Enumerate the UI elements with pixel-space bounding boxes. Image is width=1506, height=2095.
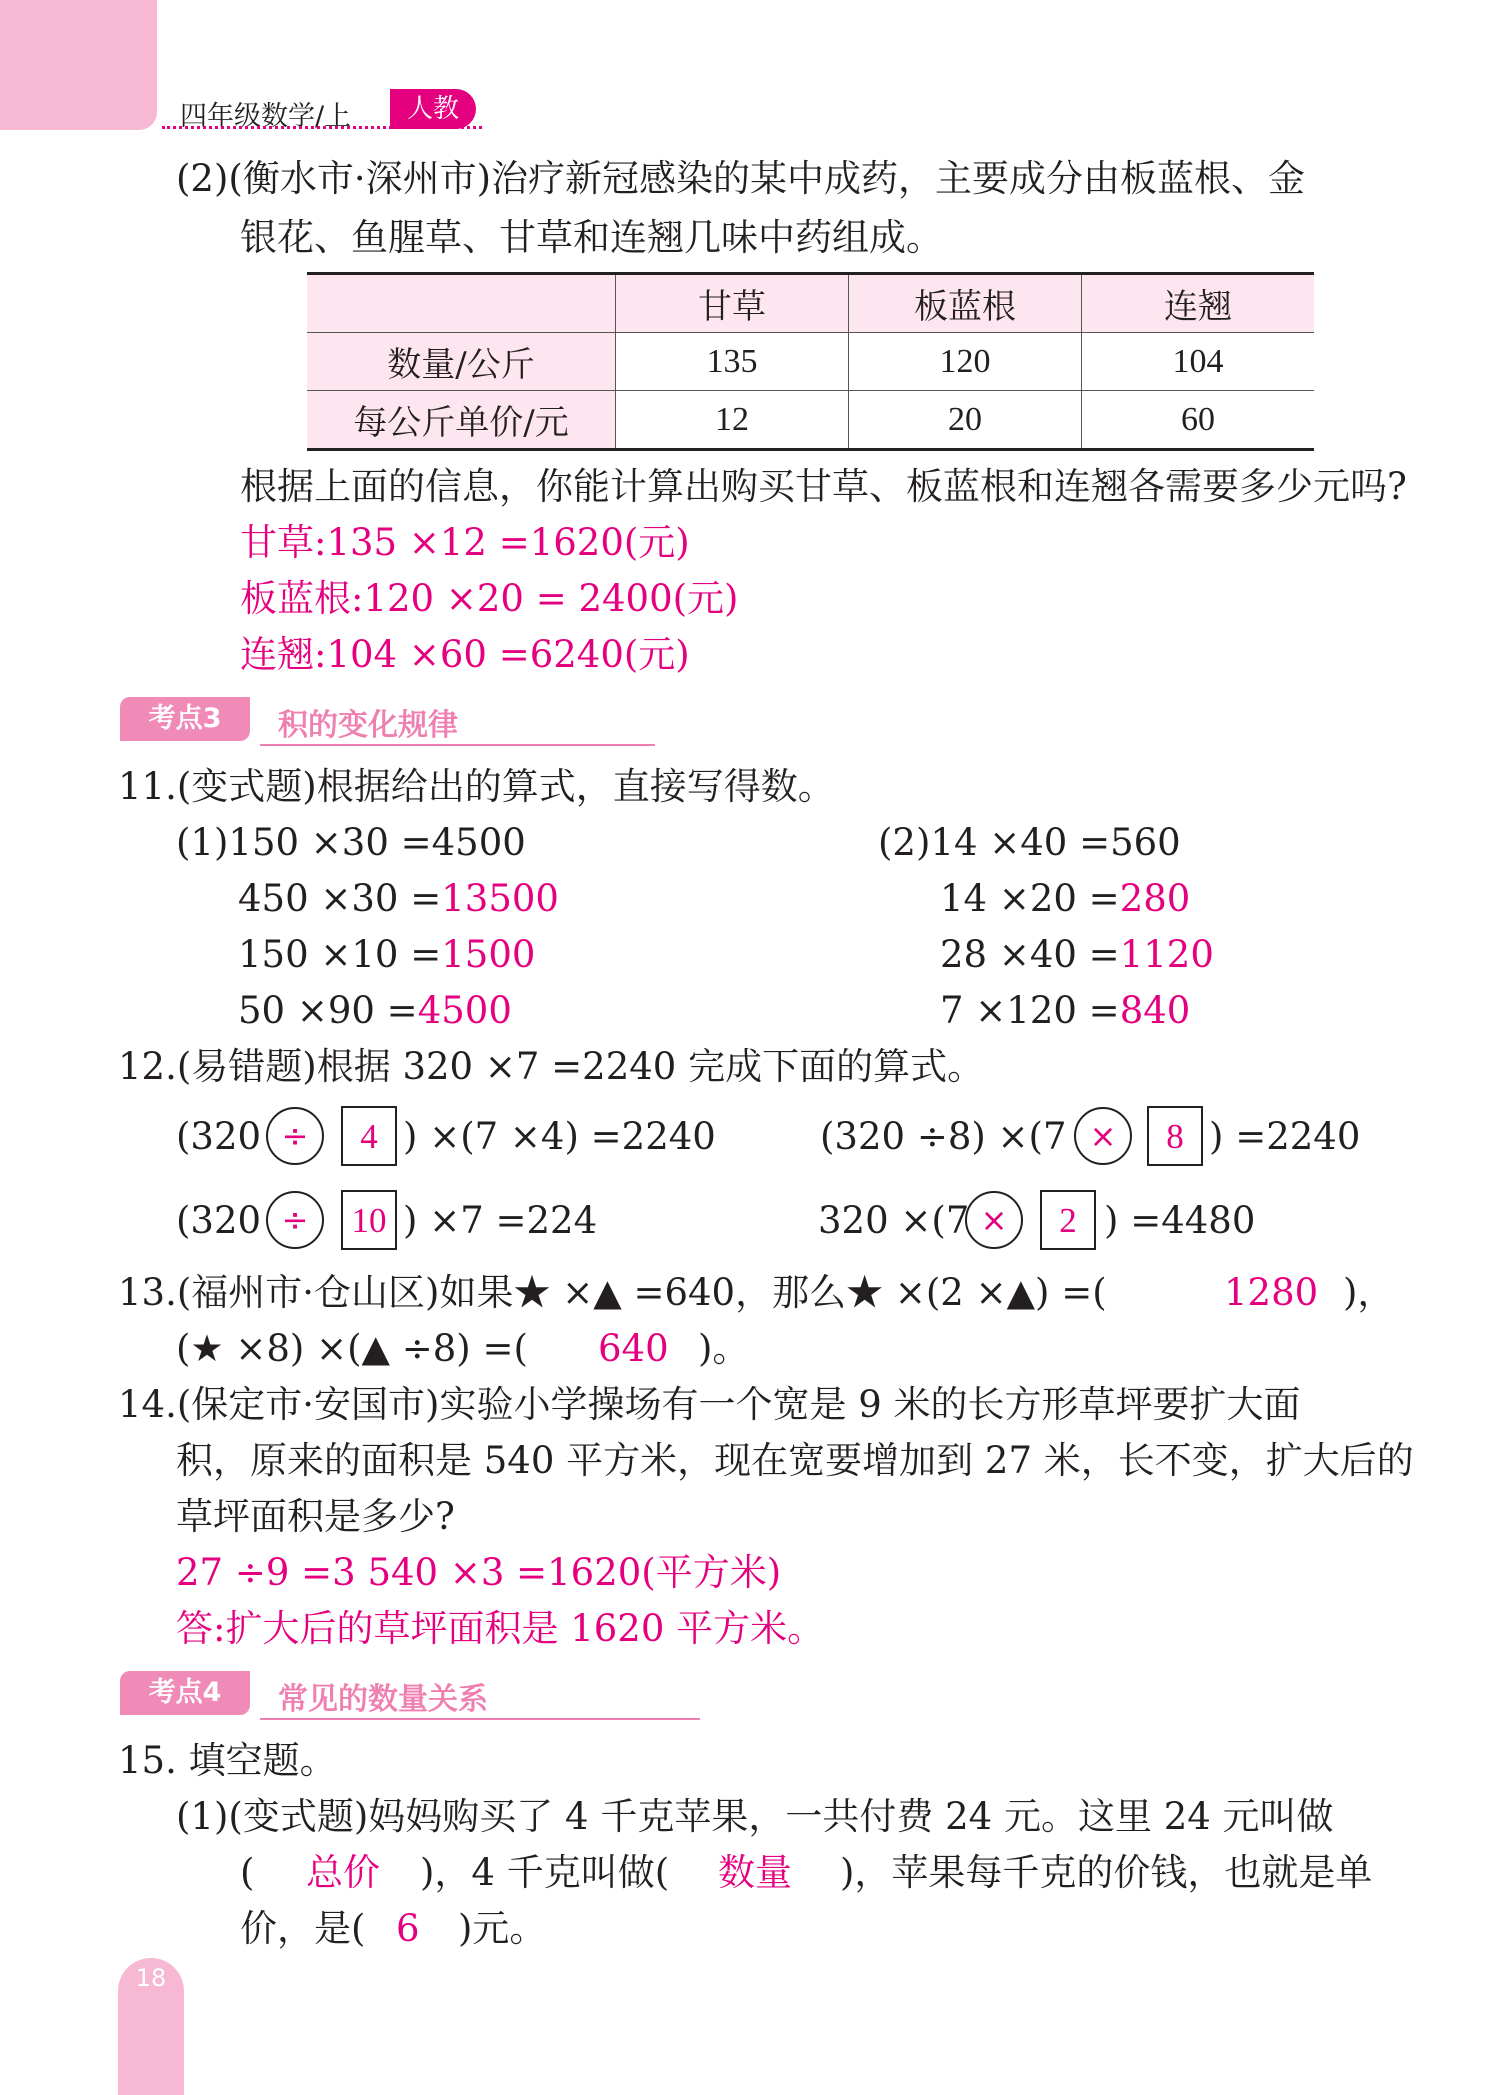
q14-line1: 14.(保定市·安国市)实验小学操场有一个宽是 9 米的长方形草坪要扩大面 bbox=[118, 1383, 1301, 1426]
table-header-cell bbox=[307, 274, 616, 333]
q10-2-line1: (2)(衡水市·深州市)治疗新冠感染的某中成药，主要成分由板蓝根、金 bbox=[176, 157, 1306, 200]
q11-expr: 7 ×120 = bbox=[940, 989, 1120, 1032]
q14-answer: 答:扩大后的草坪面积是 1620 平方米。 bbox=[176, 1607, 825, 1650]
header-title: 四年级数学/上 bbox=[180, 101, 352, 132]
q13-answer: 640 bbox=[598, 1327, 669, 1370]
table-row-label: 每公斤单价/元 bbox=[307, 391, 616, 450]
table-cell: 135 bbox=[616, 333, 849, 391]
q12-expr-part: 320 ×(7 bbox=[818, 1199, 970, 1242]
header-divider bbox=[162, 126, 482, 129]
table-header-cell: 板蓝根 bbox=[849, 274, 1082, 333]
q11-expr: 28 ×40 = bbox=[940, 933, 1120, 976]
corner-decoration bbox=[0, 0, 157, 130]
section-label: 考点3 bbox=[120, 697, 250, 741]
q11-expr: 50 ×90 = bbox=[238, 989, 418, 1032]
herb-table bbox=[307, 272, 1314, 451]
q11-expr: (1)150 ×30 =4500 bbox=[176, 821, 526, 864]
q15-line2-mid: )，4 千克叫做( bbox=[420, 1851, 670, 1894]
q11-answer: 13500 bbox=[441, 877, 559, 920]
section-title: 积的变化规律 bbox=[278, 708, 458, 743]
q10-2-answer: 板蓝根:120 ×20 = 2400(元) bbox=[240, 577, 739, 620]
operator-circle: ÷ bbox=[266, 1107, 324, 1165]
q15-stem: 15. 填空题。 bbox=[118, 1739, 337, 1782]
q10-2-answer: 甘草:135 ×12 =1620(元) bbox=[240, 521, 690, 564]
q11-answer: 280 bbox=[1119, 877, 1191, 920]
page-number: 18 bbox=[135, 1964, 167, 1992]
q11-expr: 450 ×30 = bbox=[238, 877, 442, 920]
answer-box: 4 bbox=[341, 1106, 397, 1166]
q11-answer: 1120 bbox=[1119, 933, 1214, 976]
q13-line1-text: 13.(福州市·仓山区)如果★ ×▲ =640，那么★ ×(2 ×▲) =( bbox=[118, 1271, 1107, 1314]
q14-line2: 积，原来的面积是 540 平方米，现在宽要增加到 27 米，长不变，扩大后的 bbox=[176, 1439, 1414, 1482]
q12-expr-part: (320 ÷8) ×(7 bbox=[820, 1115, 1067, 1158]
operator-circle: × bbox=[965, 1191, 1023, 1249]
q11-answer: 4500 bbox=[417, 989, 512, 1032]
table-cell: 12 bbox=[616, 391, 849, 450]
q15-line3-text: 价，是( bbox=[240, 1907, 366, 1950]
edition-badge: 人教 bbox=[390, 89, 476, 129]
q12-expr-part: ) ×(7 ×4) =2240 bbox=[403, 1115, 716, 1158]
q10-2-line2: 银花、鱼腥草、甘草和连翘几味中药组成。 bbox=[240, 216, 943, 259]
q15-answer: 6 bbox=[396, 1907, 420, 1950]
table-row-label: 数量/公斤 bbox=[307, 333, 616, 391]
table-header-cell: 连翘 bbox=[1082, 274, 1315, 333]
q11-expr: (2)14 ×40 =560 bbox=[878, 821, 1181, 864]
operator-circle: ÷ bbox=[266, 1191, 324, 1249]
section-label: 考点4 bbox=[120, 1671, 250, 1715]
table-cell: 104 bbox=[1082, 333, 1315, 391]
section-underline bbox=[260, 744, 655, 746]
q12-expr-part: ) =2240 bbox=[1209, 1115, 1361, 1158]
q14-line3: 草坪面积是多少? bbox=[176, 1495, 455, 1538]
table-cell: 60 bbox=[1082, 391, 1315, 450]
q10-2-question: 根据上面的信息，你能计算出购买甘草、板蓝根和连翘各需要多少元吗? bbox=[240, 465, 1407, 508]
q11-expr: 14 ×20 = bbox=[940, 877, 1120, 920]
section-underline bbox=[260, 1718, 700, 1720]
q13-line2-end: )。 bbox=[698, 1327, 750, 1370]
q13-answer: 1280 bbox=[1224, 1271, 1319, 1314]
answer-box: 2 bbox=[1040, 1190, 1096, 1250]
q11-answer: 1500 bbox=[441, 933, 536, 976]
q12-expr-part: (320 bbox=[176, 1115, 262, 1158]
q12-expr-part: (320 bbox=[176, 1199, 262, 1242]
answer-box: 10 bbox=[341, 1190, 397, 1250]
q11-stem: 11.(变式题)根据给出的算式，直接写得数。 bbox=[118, 765, 835, 808]
q14-answer: 27 ÷9 =3 540 ×3 =1620(平方米) bbox=[176, 1551, 782, 1594]
q15-answer: 总价 bbox=[306, 1851, 380, 1894]
q15-line2-end: )，苹果每千克的价钱，也就是单 bbox=[840, 1851, 1373, 1894]
q11-answer: 840 bbox=[1119, 989, 1191, 1032]
q10-2-answer: 连翘:104 ×60 =6240(元) bbox=[240, 633, 690, 676]
q12-expr-part: ) =4480 bbox=[1104, 1199, 1256, 1242]
q13-line2-text: (★ ×8) ×(▲ ÷8) =( bbox=[176, 1327, 528, 1370]
table-cell: 120 bbox=[849, 333, 1082, 391]
section-title: 常见的数量关系 bbox=[278, 1682, 488, 1717]
q11-expr: 150 ×10 = bbox=[238, 933, 442, 976]
q15-line2-open: ( bbox=[240, 1851, 255, 1894]
q12-stem: 12.(易错题)根据 320 ×7 =2240 完成下面的算式。 bbox=[118, 1045, 985, 1088]
q15-line3-end: )元。 bbox=[458, 1907, 547, 1950]
q15-answer: 数量 bbox=[718, 1851, 792, 1894]
q13-line1-end: )， bbox=[1343, 1271, 1395, 1314]
table-cell: 20 bbox=[849, 391, 1082, 450]
q12-expr-part: ) ×7 =224 bbox=[403, 1199, 598, 1242]
operator-circle: × bbox=[1074, 1107, 1132, 1165]
answer-box: 8 bbox=[1147, 1106, 1203, 1166]
table-header-cell: 甘草 bbox=[616, 274, 849, 333]
q15-line1: (1)(变式题)妈妈购买了 4 千克苹果，一共付费 24 元。这里 24 元叫做 bbox=[176, 1795, 1334, 1838]
